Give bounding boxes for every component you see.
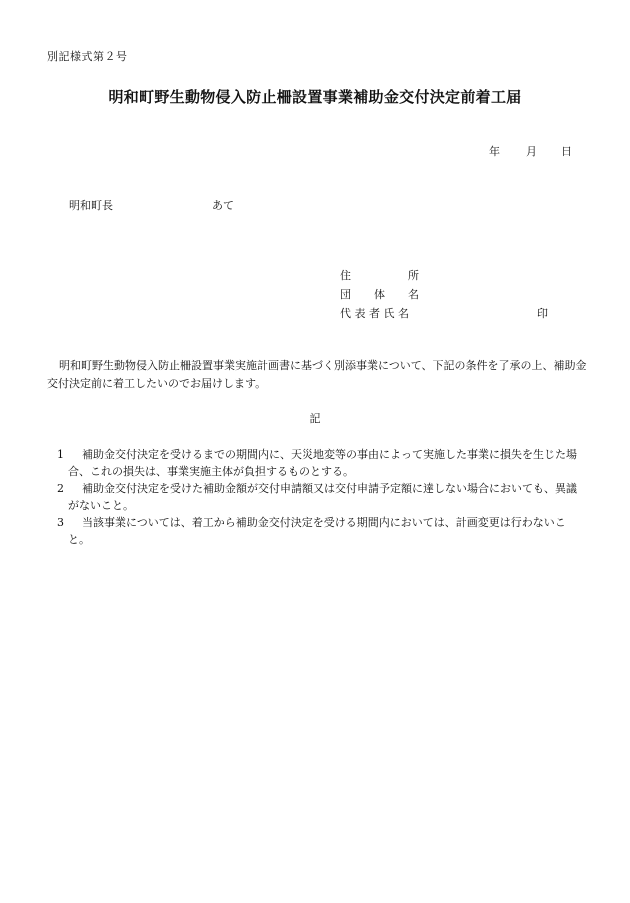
condition-text: 当該事業については、着工から補助金交付決定を受ける期間内においては、計画変更は行わないこと。 bbox=[68, 516, 566, 546]
form-number: 別記様式第２号 bbox=[47, 50, 128, 63]
condition-text: 補助金交付決定を受けた補助金額が交付申請額又は交付申請予定額に達しない場合においても、異議がないこと。 bbox=[68, 482, 577, 512]
condition-number: 3 bbox=[57, 516, 64, 529]
date-year-label: 年 bbox=[489, 145, 500, 158]
group-label-2: 体 bbox=[374, 288, 385, 301]
intro-paragraph: 明和町野生動物侵入防止柵設置事業実施計画書に基づく別添事業について、下記の条件を了承の上、補助金交付決定前に着工したいのでお届けします。 bbox=[47, 359, 587, 390]
conditions-list bbox=[57, 446, 587, 548]
list-item bbox=[57, 480, 587, 514]
applicant-block bbox=[340, 267, 600, 324]
address-label-1: 住 bbox=[340, 269, 351, 282]
group-label-1: 団 bbox=[340, 288, 351, 301]
document-title: 明和町野生動物侵入防止柵設置事業補助金交付決定前着工届 bbox=[108, 88, 522, 106]
address-label-2: 所 bbox=[408, 269, 419, 282]
addressee-to: あて bbox=[212, 199, 234, 212]
applicant-address-row bbox=[340, 267, 600, 286]
condition-number: 1 bbox=[57, 448, 64, 461]
addressee-name: 明和町長 bbox=[69, 199, 113, 212]
seal-mark: 印 bbox=[537, 307, 548, 320]
date-day-label: 日 bbox=[561, 145, 572, 158]
list-item bbox=[57, 514, 587, 548]
group-label-3: 名 bbox=[408, 288, 419, 301]
list-item bbox=[57, 446, 587, 480]
condition-number: 2 bbox=[57, 482, 64, 495]
applicant-representative-row bbox=[340, 305, 600, 324]
ki-heading: 記 bbox=[309, 412, 321, 425]
applicant-group-row bbox=[340, 286, 600, 305]
condition-text: 補助金交付決定を受けるまでの期間内に、天災地変等の事由によって実施した事業に損失を生じた場合、これの損失は、事業実施主体が負担するものとする。 bbox=[68, 448, 577, 478]
date-month-label: 月 bbox=[526, 145, 537, 158]
representative-label: 代 表 者 氏 名 bbox=[340, 307, 409, 320]
